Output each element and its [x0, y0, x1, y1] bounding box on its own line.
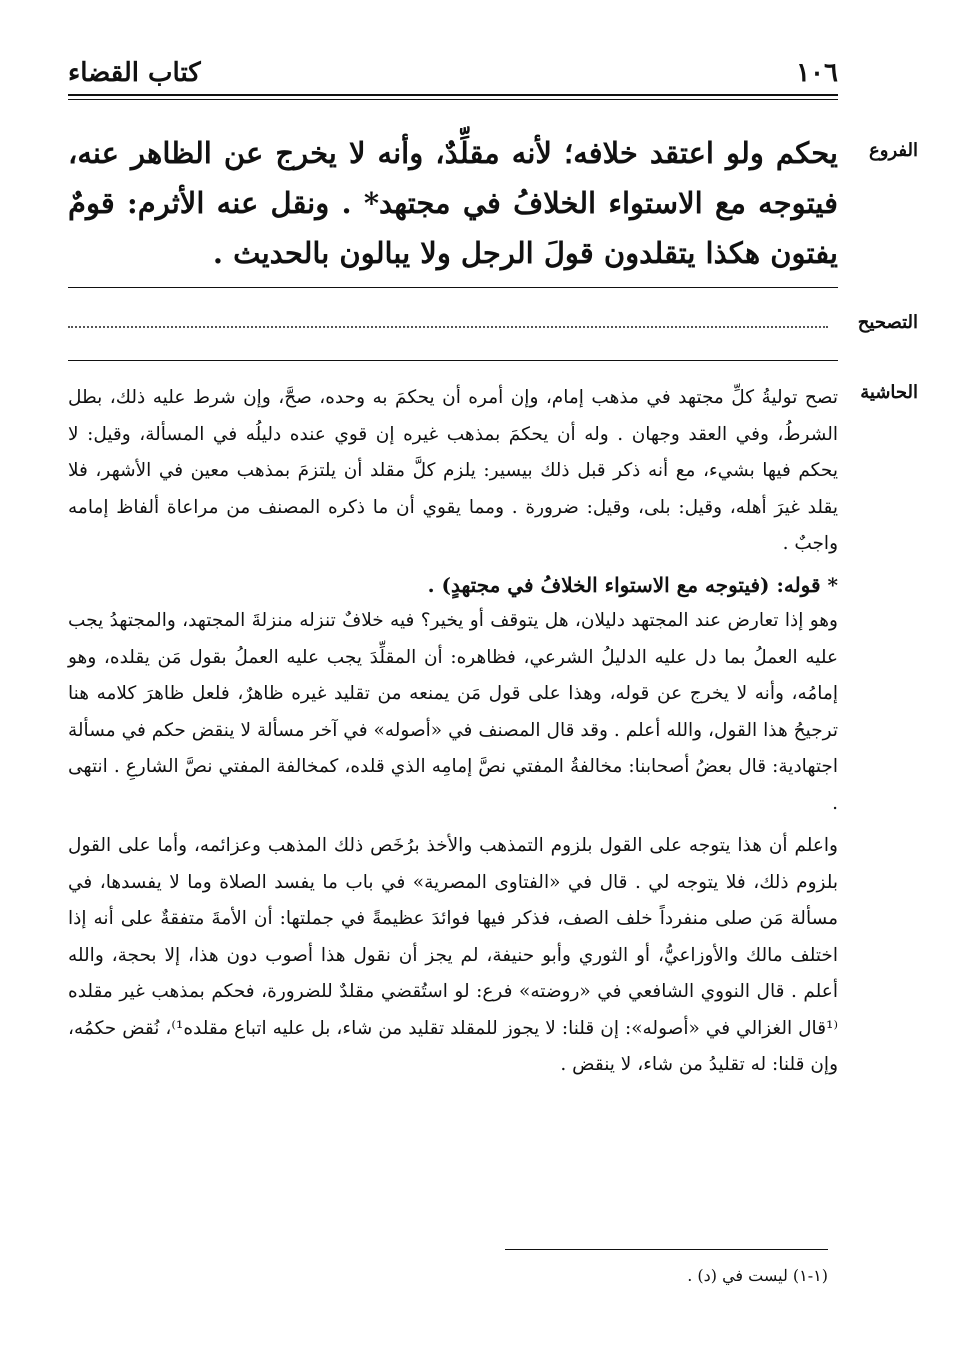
furu-text: يحكم ولو اعتقد خلافه؛ لأنه مقلِّدٌ، وأنه لا يخرج عن الظاهر عنه، فيتوجه مع الاستواء الخلافُ في مجتهد* . ونقل عنه الأثرم: قومٌ يفتون هكذا يتقلدون قولَ الرجل ولا يبالون بالحديث .	[68, 136, 838, 270]
footnote-divider	[505, 1249, 828, 1250]
hashiya-paragraph-3: واعلم أن هذا يتوجه على القول بلزوم التمذهب والأخذ برُخَص ذلك المذهب وعزائمه، وأما على القول بلزوم ذلك، فلا يتوجه لي . قال في «الفتاوى المصرية» في باب ما يفسد الصلاة وما لا يفسدها، في مسألة مَن صلى منفرداً خلف الصف، فذكر فيها فوائدَ عظيمةً في جملتها: أن الأمةَ متفقةٌ على أنه إذا اختلف مالك والأوزاعيُّ، أو الثوري وأبو حنيفة، لم يجز أن نقول هذا أصوب دون هذا، إلا بحجة، والله أعلم . قال النووي الشافعي في «روضته» فرع: لو استُقضي مقلدٌ للضرورة، فحكم بمذهب غير مقلده ⁽¹قال الغزالي في «أصوله»: إن قلنا: لا يجوز للمقلد تقليد من شاء، بل عليه اتباع مقلده¹⁾، نُقض حكمُه، وإن قلنا: له تقليدُ من شاء، لا ينقض .	[68, 835, 839, 1075]
hashiya-paragraph-1: تصح توليةُ كلِّ مجتهد في مذهب إمام، وإن أمره أن يحكمَ به وحده، صحَّ، وإن شرط عليه ذلك، بطل الشرطُ، وفي العقد وجهان . وله أن يحكمَ بمذهب غيره إن قوي عنده دليلُه في المسألة، وقيل: لا يحكم فيها بشيء، مع أنه ذكر قبل ذلك بيسير: يلزم كلَّ مقلد أن يلتزمَ بمذهب معين في الأشهر، فلا يقلد غيرَ أهله، وقيل: بلى، وقيل: ضرورة . ومما يقوي أن ما ذكره المصنف من مراعاة ألفاظ إمامه واجبٌ .	[68, 387, 838, 554]
qawluh-heading: * قوله: (فيتوجه مع الاستواء الخلافُ في مجتهدٍ) .	[427, 572, 838, 597]
page-number: ١٠٦	[796, 58, 838, 88]
hashiya-paragraph-2: وهو إذا تعارض عند المجتهد دليلان، هل يتوقف أو يخير؟ فيه خلافٌ تنزله منزلةَ المجتهد، والمجتهدُ يجب عليه العملُ بما دل عليه الدليلُ الشرعي، فظاهره: أن المقلِّدَ يجب عليه العملُ بقول مَن يقلده، وهو إمامُه، وأنه لا يخرج عن قوله، وهذا على قول مَن يمنعه من تقليد غيره ظاهرٌ، فلعل ظاهرَ كلامه هنا ترجيحُ هذا القول، والله أعلم . وقد قال المصنف في «أصوله» في آخر مسألة لا ينقض حكم في مسألة اجتهادية: قال بعضُ أصحابنا: مخالفةُ المفتي نصَّ إمامِه الذي قلده، كمخالفة المفتي نصَّ الشارعِ . انتهى .	[68, 610, 838, 814]
tashih-dotted-line	[68, 326, 828, 328]
furu-divider	[68, 287, 838, 288]
hashiya-label: الحاشية	[860, 382, 918, 403]
running-header	[68, 58, 838, 98]
book-title: كتاب القضاء	[68, 58, 201, 88]
tashih-label: التصحيح	[857, 312, 918, 333]
header-rule	[68, 94, 838, 96]
tashih-divider	[68, 360, 838, 361]
hashiya-text	[68, 380, 838, 1084]
furu-label: الفروع	[869, 140, 918, 161]
footnote: (١-١) ليست في (د) .	[687, 1266, 828, 1285]
header-rule-thin	[68, 99, 838, 100]
